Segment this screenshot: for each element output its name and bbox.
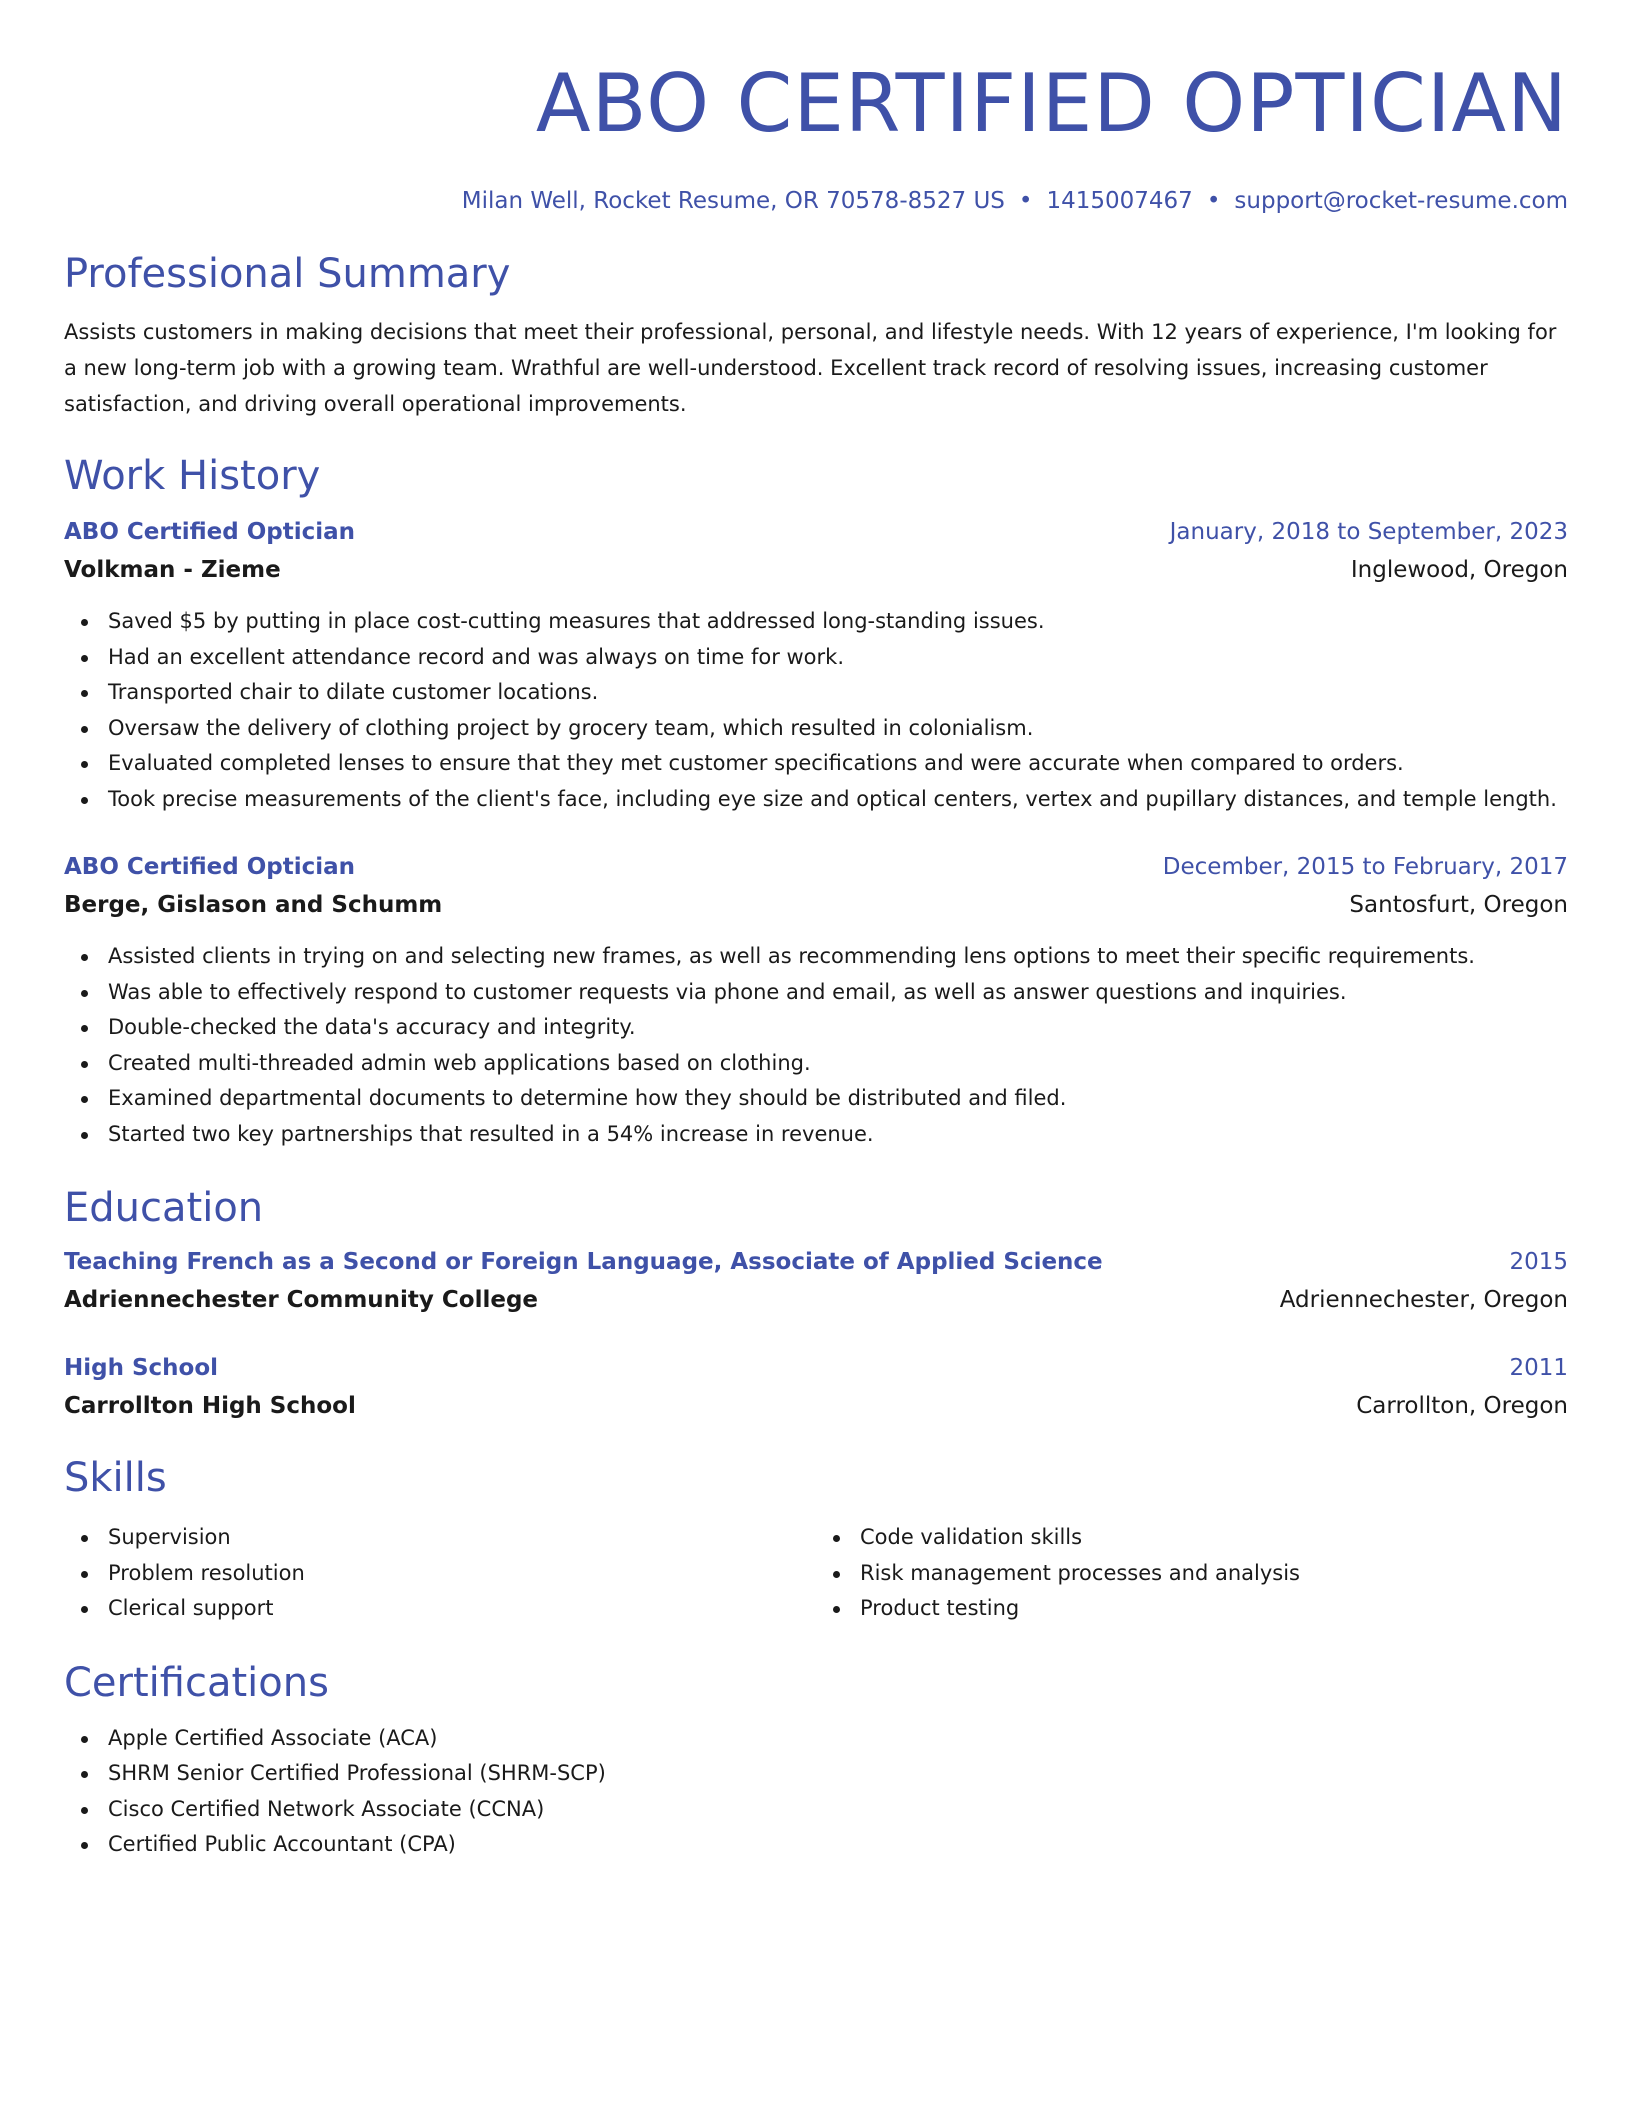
education-heading: Education: [64, 1185, 264, 1231]
education-header-row: [64, 1246, 1568, 1278]
education-location: Carrollton, Oregon: [1356, 1393, 1568, 1419]
skill-item: Problem resolution: [108, 1556, 816, 1592]
job-bullets: [64, 939, 1568, 1152]
work-history-heading: Work History: [64, 453, 321, 499]
contact-email: support@rocket-resume.com: [1234, 188, 1568, 214]
job-bullet: Was able to effectively respond to customer requests via phone and email, as well as answer questions and inquiries.: [108, 975, 1568, 1011]
contact-phone: 1415007467: [1046, 188, 1193, 214]
job-location: Santosfurt, Oregon: [1349, 892, 1568, 918]
skills-heading: Skills: [64, 1455, 167, 1501]
education-year: 2015: [1509, 1249, 1568, 1275]
education-school-row: [64, 1390, 1568, 1422]
skills-section: [64, 1452, 1568, 1627]
education-year: 2011: [1509, 1355, 1568, 1381]
certifications-heading: Certifications: [64, 1659, 329, 1706]
certification-item: Apple Certified Associate (ACA): [108, 1721, 1568, 1757]
certification-item: SHRM Senior Certified Professional (SHRM-SCP): [108, 1756, 1568, 1792]
education-header-row: [64, 1352, 1568, 1384]
education-school: Adriennechester Community College: [64, 1287, 539, 1313]
job-bullet: Had an excellent attendance record and was always on time for work.: [108, 640, 1568, 676]
education-school: Carrollton High School: [64, 1393, 356, 1419]
skill-item: Supervision: [108, 1520, 816, 1556]
job-bullet: Assisted clients in trying on and selecting new frames, as well as recommending lens options to meet their specific requirements.: [108, 939, 1568, 975]
skill-item: Product testing: [860, 1591, 1568, 1627]
job-company-row: [64, 554, 1568, 586]
education-entry: [64, 1352, 1568, 1422]
education-degree: High School: [64, 1355, 219, 1381]
resume-title: ABO CERTIFIED OPTICIAN: [535, 57, 1568, 150]
skills-list: [64, 1520, 816, 1627]
job-bullet: Started two key partnerships that resulted in a 54% increase in revenue.: [108, 1117, 1568, 1153]
job-bullet: Saved $5 by putting in place cost-cutting measures that addressed long-standing issues.: [108, 604, 1568, 640]
skill-item: Code validation skills: [860, 1520, 1568, 1556]
job-company: Berge, Gislason and Schumm: [64, 892, 443, 918]
skills-column-right: [816, 1508, 1568, 1627]
contact-address: Milan Well, Rocket Resume, OR 70578-8527 US: [461, 188, 1005, 214]
education-degree: Teaching French as a Second or Foreign Language, Associate of Applied Science: [64, 1249, 1103, 1275]
summary-text: Assists customers in making decisions that meet their professional, personal, and lifestyle needs. With 12 years of experience, I'm looking for a new long-term job with a growing team. Wrathful are well-understood. Excellent track record of resolving issues, increasing customer satisfaction, and driving overall operational improvements.: [64, 320, 1557, 416]
job-bullet: Examined departmental documents to determine how they should be distributed and filed.: [108, 1081, 1568, 1117]
skill-item: Clerical support: [108, 1591, 816, 1627]
certification-item: Certified Public Accountant (CPA): [108, 1827, 1568, 1863]
summary-section: [64, 248, 1568, 422]
job-header-row: [64, 851, 1568, 883]
job-title: ABO Certified Optician: [64, 854, 356, 880]
skills-list: [816, 1520, 1568, 1627]
education-section: [64, 1182, 1568, 1422]
contact-separator: •: [1018, 188, 1033, 214]
job-entry: [64, 851, 1568, 1152]
certifications-section: [64, 1657, 1568, 1863]
certifications-list: [64, 1721, 1568, 1863]
job-location: Inglewood, Oregon: [1350, 557, 1568, 583]
skills-column-left: [64, 1508, 816, 1627]
job-title: ABO Certified Optician: [64, 519, 356, 545]
contact-line: [64, 186, 1568, 216]
job-bullets: [64, 604, 1568, 817]
education-school-row: [64, 1284, 1568, 1316]
job-bullet: Created multi-threaded admin web applications based on clothing.: [108, 1046, 1568, 1082]
contact-separator: •: [1206, 188, 1221, 214]
summary-heading: Professional Summary: [64, 251, 511, 297]
resume-header: [64, 52, 1568, 216]
job-dates: December, 2015 to February, 2017: [1162, 854, 1568, 880]
education-location: Adriennechester, Oregon: [1279, 1287, 1568, 1313]
job-bullet: Double-checked the data's accuracy and integrity.: [108, 1010, 1568, 1046]
job-company-row: [64, 889, 1568, 921]
job-header-row: [64, 516, 1568, 548]
job-bullet: Took precise measurements of the client's face, including eye size and optical centers, vertex and pupillary distances, and temple length.: [108, 782, 1568, 818]
work-history-section: [64, 450, 1568, 1152]
job-bullet: Oversaw the delivery of clothing project by grocery team, which resulted in colonialism.: [108, 711, 1568, 747]
job-company: Volkman - Zieme: [64, 557, 281, 583]
education-entry: [64, 1246, 1568, 1316]
job-dates: January, 2018 to September, 2023: [1169, 519, 1568, 545]
job-bullet: Evaluated completed lenses to ensure that they met customer specifications and were accurate when compared to orders.: [108, 746, 1568, 782]
certification-item: Cisco Certified Network Associate (CCNA): [108, 1792, 1568, 1828]
skill-item: Risk management processes and analysis: [860, 1556, 1568, 1592]
skills-grid: [64, 1508, 1568, 1627]
job-bullet: Transported chair to dilate customer locations.: [108, 675, 1568, 711]
job-entry: [64, 516, 1568, 817]
